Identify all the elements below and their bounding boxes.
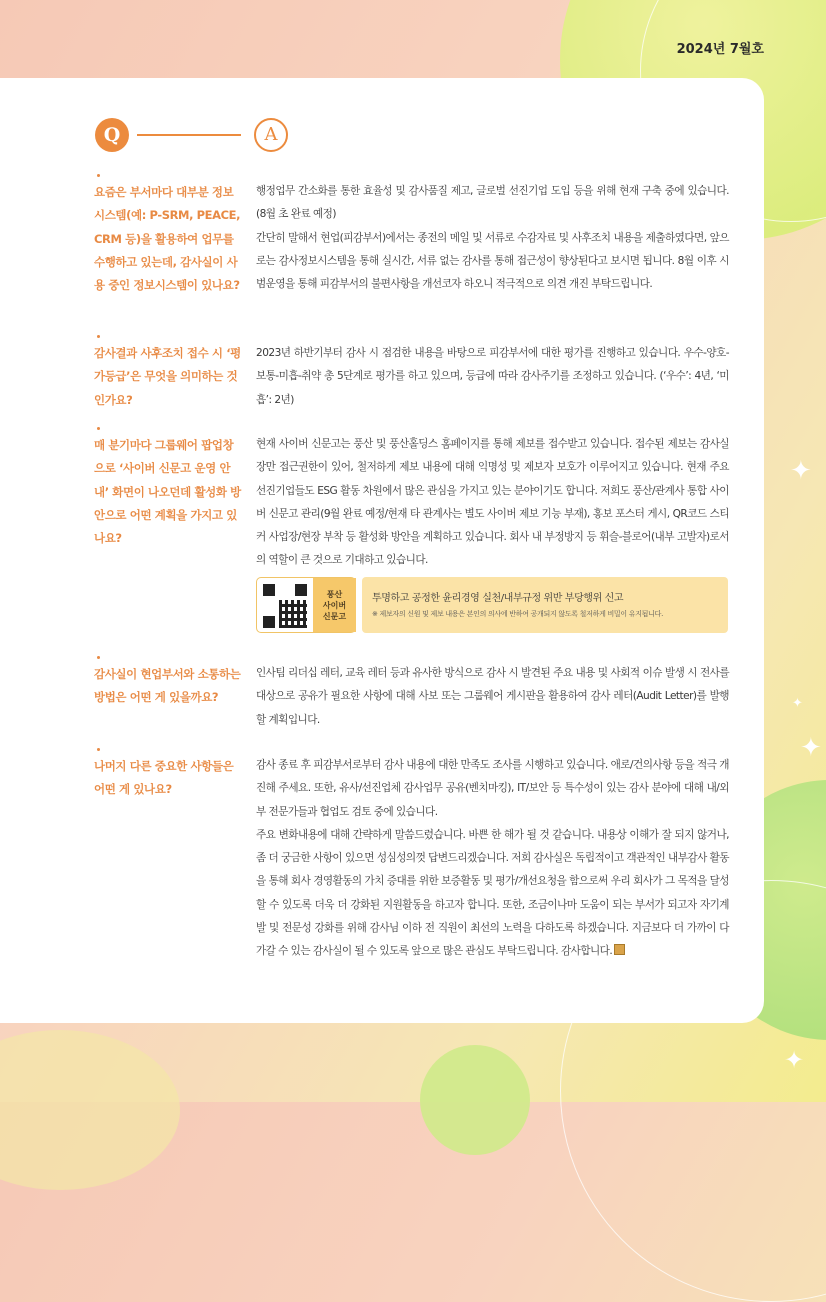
cyber-report-banner[interactable] [256, 577, 728, 633]
answer-paragraph [256, 824, 729, 964]
divider [137, 134, 241, 136]
bullet-dot [97, 335, 100, 338]
sparkle-icon: ✦ [784, 1046, 805, 1074]
bullet-dot [97, 427, 100, 430]
question-text: 감사실이 현업부서와 소통하는 방법은 어떤 게 있을까요? [94, 667, 241, 705]
banner-note: ※ 제보자의 신원 및 제보 내용은 본인의 의사에 반하여 공개되지 않도록 철저하게 비밀이 유지됩니다. [372, 610, 663, 618]
q-badge: Q [95, 118, 129, 152]
answer [256, 662, 729, 732]
decor-circle [0, 1030, 180, 1190]
banner-content [362, 577, 728, 633]
question-text: 매 분기마다 그룹웨어 팝업창으로 ‘사이버 신문고 운영 안내’ 화면이 나오던데 활성화 방안으로 어떤 계획을 가지고 있나요? [94, 438, 241, 546]
sparkle-icon: ✦ [790, 456, 812, 486]
answer [256, 342, 729, 412]
bullet-dot [97, 656, 100, 659]
sparkle-icon: ✦ [800, 733, 822, 763]
decor-circle [420, 1045, 530, 1155]
answer-paragraph: 현재 사이버 신문고는 풍산 및 풍산홀딩스 홈페이지를 통해 제보를 접수받고 있습니다. 접수된 제보는 감사실장만 접근권한이 있어, 철저하게 제보 내용에 대해 익명성 및 제보자 보호가 이루어지고 있습니다. 현재 주요 선진기업들도 ESG 활동 차원에서 많은 관심을 가지고 있는 분야이기도 합니다. 저희도 풍산/관계사 통합 사이버 신문고 관리(9월 완료 예정/현재 타 관계사는 별도 사이버 제보 기능 부재), 홍보 포스터 게시, QR코드 스티커 사업장/현장 부착 등 활성화 방안을 계획하고 있습니다. 회사 내 부정방지 등 휘슬-블로어(내부 고발자)로서의 역할이 큰 것으로 기대하고 있습니다. [256, 438, 729, 567]
banner-title: 투명하고 공정한 윤리경영 실천/내부규정 위반 부당행위 신고 [372, 593, 624, 604]
qa-header [95, 118, 295, 152]
answer [256, 433, 729, 573]
answer [256, 180, 729, 296]
bullet-dot [97, 748, 100, 751]
qr-box [256, 577, 356, 633]
answer-paragraph: 감사 종료 후 피감부서로부터 감사 내용에 대한 만족도 조사를 시행하고 있습니다. 애로/건의사항 등을 적극 개진해 주세요. 또한, 유사/선진업체 감사업무 공유(벤치마킹), IT/보안 등 특수성이 있는 감사 분야에 대해 내/외부 전문가들과 협업도 검토 중에 있습니다. [256, 759, 729, 818]
question [94, 434, 244, 550]
issue-label: 2024년 7월호 [676, 42, 764, 57]
answer [256, 754, 729, 964]
question [94, 663, 244, 710]
question [94, 755, 244, 802]
qr-code-icon[interactable] [263, 584, 307, 628]
answer-paragraph: 2023년 하반기부터 감사 시 점검한 내용을 바탕으로 피감부서에 대한 평가를 진행하고 있습니다. 우수-양호-보통-미흡-취약 총 5단계로 평가를 하고 있으며, 등급에 따라 감사주기를 조정하고 있습니다. (‘우수’: 4년, ‘미흡’: 2년) [256, 347, 729, 406]
question [94, 342, 244, 412]
question-text: 감사결과 사후조치 접수 시 ‘평가등급’은 무엇을 의미하는 것인가요? [94, 346, 241, 407]
question-text: 나머지 다른 중요한 사항들은 어떤 게 있나요? [94, 759, 234, 797]
banner-tag: 풍산 사이버 신문고 [313, 578, 356, 632]
question [94, 181, 244, 297]
answer-closing-text: 주요 변화내용에 대해 간략하게 말씀드렸습니다. 바쁜 한 해가 될 것 같습니다. 내용상 이해가 잘 되지 않거나, 좀 더 궁금한 사항이 있으면 성심성의껏 답변드리겠습니다. 저희 감사실은 독립적이고 객관적인 내부감사 활동을 통해 회사 경영활동의 가치 증대를 위한 보증활동 및 평가/개선요청을 함으로써 우리 회사가 그 목적을 달성할 수 있도록 더욱 더 강화된 지원활동을 하고자 합니다. 또한, 조금이나마 도움이 되는 부서가 되고자 자기계발 및 전문성 강화를 위해 감사님 이하 전 직원이 최선의 노력을 다하도록 하겠습니다. 지금보다 더 가까이 다가갈 수 있는 감사실이 될 수 있도록 앞으로 많은 관심도 부탁드립니다. 감사합니다. [256, 828, 729, 958]
sparkle-icon: ✦ [792, 696, 803, 711]
bullet-dot [97, 174, 100, 177]
question-text: 요즘은 부서마다 대부분 정보시스템(예: P-SRM, PEACE, CRM 등)을 활용하여 업무를 수행하고 있는데, 감사실이 사용 중인 정보시스템이 있나요? [94, 185, 241, 293]
end-mark-icon [614, 944, 625, 955]
answer-paragraph: 인사팀 리더십 레터, 교육 레터 등과 유사한 방식으로 감사 시 발견된 주요 내용 및 사회적 이슈 발생 시 전사를 대상으로 공유가 필요한 사항에 대해 사보 또는 그룹웨어 게시판을 활용하여 감사 레터(Audit Letter)를 발행할 계획입니다. [256, 667, 729, 726]
answer-paragraph: 간단히 말해서 현업(피감부서)에서는 종전의 메일 및 서류로 수감자료 및 사후조치 내용을 제출하였다면, 앞으로는 감사정보시스템을 통해 실시간, 서류 없는 감사를 통해 접근성이 향상된다고 보시면 됩니다. 8월 이후 시범운영을 통해 피감부서의 불편사항을 개선코자 하오니 적극적으로 의견 개진 부탁드립니다. [256, 231, 729, 291]
answer-paragraph: 행정업무 간소화를 통한 효율성 및 감사품질 제고, 글로벌 선진기업 도입 등을 위해 현재 구축 중에 있습니다.(8월 초 완료 예정) [256, 185, 729, 221]
a-badge: A [254, 118, 288, 152]
